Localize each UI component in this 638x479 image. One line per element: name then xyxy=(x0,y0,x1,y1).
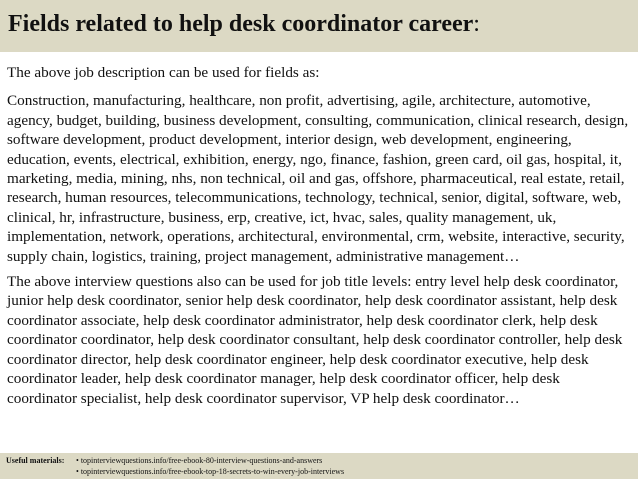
intro-text: The above job description can be used for fields as: xyxy=(7,64,320,81)
footer-link-ebook-80-questions[interactable]: topinterviewquestions.info/free-ebook-80-interview-questions-and-answers xyxy=(80,456,323,465)
useful-materials-label-text: Useful materials xyxy=(6,456,62,465)
footer-row-2 xyxy=(6,466,638,477)
footer-link-ebook-18-secrets[interactable]: topinterviewquestions.info/free-ebook-top-18-secrets-to-win-every-job-interviews xyxy=(80,467,345,476)
title-bar xyxy=(0,0,638,52)
bullet-icon: • xyxy=(76,467,79,476)
job-title-levels: The above interview questions also can be used for job title levels: entry level help desk coordinator, junior help desk coordinator, senior help desk coordinator, help desk coordinator assistant, help desk coordinator associate, help desk coordinator administrator, help desk coordinator clerk, help desk coordinator coordinator, help desk coordinator consultant, help desk coordinator controller, help desk coordinator director, help desk coordinator engineer, help desk coordinator executive, help desk coordinator leader, help desk coordinator manager, help desk coordinator officer, help desk coordinator specialist, help desk coordinator supervisor, VP help desk coordinator… xyxy=(7,273,623,407)
useful-materials-label xyxy=(6,455,76,466)
bullet-icon: • xyxy=(76,456,79,465)
footer-bar xyxy=(0,453,638,479)
useful-materials-label-colon: : xyxy=(61,456,65,465)
footer-row-1 xyxy=(6,455,638,466)
page-title-text: Fields related to help desk coordinator career xyxy=(8,11,474,37)
page-title-colon: : xyxy=(473,11,480,37)
page-title xyxy=(8,9,638,39)
slide-body xyxy=(7,63,633,414)
fields-list: Construction, manufacturing, healthcare, non profit, advertising, agile, architecture, automotive, agency, budget, building, business development, consulting, communication, clinical research, design, software development, product development, interior design, web development, engineering, education, events, electrical, exhibition, energy, ngo, finance, fashion, green card, oil gas, hospital, it, marketing, media, mining, nhs, non technical, oil and gas, offshore, pharmaceutical, real estate, retail, research, human resources, telecommunications, technology, technical, senior, digital, software, web, clinical, hr, infrastructure, business, erp, creative, ict, hvac, sales, quality management, uk, implementation, network, operations, architectural, environmental, crm, website, interactive, security, supply chain, logistics, training, project management, administrative management… xyxy=(7,92,629,265)
